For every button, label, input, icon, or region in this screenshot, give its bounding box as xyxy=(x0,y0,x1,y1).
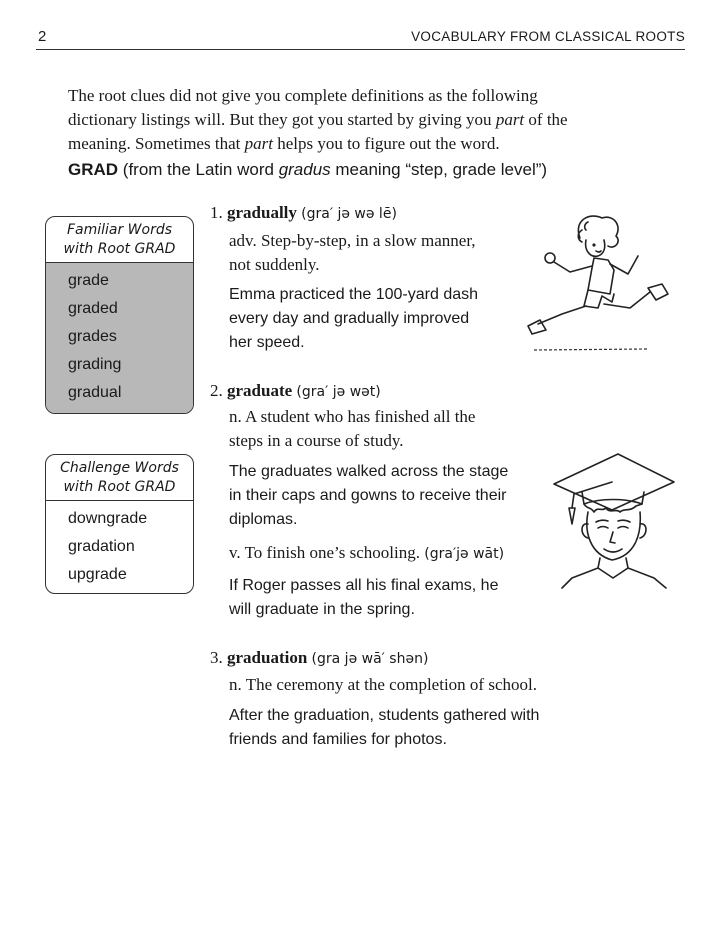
entry-2-verb-definition: v. To finish one’s schooling. (gra′jə wāt) xyxy=(229,543,505,562)
intro-line: dictionary listings will. But they got you started by giving you part of the xyxy=(68,110,568,129)
pronunciation: (gra jə wā′ shən) xyxy=(311,651,429,667)
list-item: upgrade xyxy=(68,566,127,583)
header-rule xyxy=(36,49,685,50)
headword: gradually xyxy=(227,203,297,222)
list-item: grade xyxy=(68,272,109,289)
familiar-words-list xyxy=(46,263,193,414)
latin-word: gradus xyxy=(278,160,331,179)
intro-line: meaning. Sometimes that part helps you to figure out the word. xyxy=(68,134,500,153)
list-item: graded xyxy=(68,300,118,317)
entry-3-example: After the graduation, students gathered with friends and families for photos. xyxy=(229,707,540,748)
root-word: GRAD xyxy=(68,160,119,179)
intro-line: The root clues did not give you complete definitions as the following xyxy=(68,86,538,105)
running-girl-illustration xyxy=(518,210,683,355)
entry-1-definition: adv. Step-by-step, in a slow manner, not suddenly. xyxy=(229,231,476,274)
entry-1-heading: 1. gradually (gra′ jə wə lē) xyxy=(210,203,397,222)
entry-3-heading: 3. graduation (gra jə wā′ shən) xyxy=(210,648,429,667)
intro-paragraph xyxy=(68,84,608,156)
challenge-words-list xyxy=(46,501,193,594)
list-item: grading xyxy=(68,356,122,373)
root-heading: GRAD (from the Latin word gradus meaning “step, grade level”) xyxy=(68,160,548,179)
graduate-boy-illustration xyxy=(550,432,680,590)
entry-2-example: The graduates walked across the stage in their caps and gowns to receive their diplomas. xyxy=(229,463,509,528)
pronunciation: (gra′ jə wət) xyxy=(296,384,381,400)
page-number: 2 xyxy=(38,28,47,45)
pronunciation: (gra′ jə wə lē) xyxy=(301,206,397,222)
entry-2-verb-example: If Roger passes all his final exams, he will graduate in the spring. xyxy=(229,577,499,618)
list-item: grades xyxy=(68,328,117,345)
list-item: gradual xyxy=(68,384,122,401)
familiar-words-title: Familiar Words with Root GRAD xyxy=(46,217,193,263)
entry-1-example: Emma practiced the 100-yard dash every day and gradually improved her speed. xyxy=(229,286,479,351)
entry-2-heading: 2. graduate (gra′ jə wət) xyxy=(210,381,381,400)
entry-2-definition: n. A student who has finished all the steps in a course of study. xyxy=(229,407,476,450)
entry-3-definition: n. The ceremony at the completion of school. xyxy=(229,675,537,694)
challenge-words-title: Challenge Words with Root GRAD xyxy=(46,455,193,501)
familiar-words-box xyxy=(45,216,194,414)
list-item: downgrade xyxy=(68,510,148,527)
headword: graduate xyxy=(227,381,293,400)
list-item: gradation xyxy=(68,538,135,555)
headword: graduation xyxy=(227,648,308,667)
challenge-words-box xyxy=(45,454,194,594)
pronunciation: (gra′jə wāt) xyxy=(424,546,505,562)
running-head: VOCABULARY FROM CLASSICAL ROOTS xyxy=(411,29,685,44)
